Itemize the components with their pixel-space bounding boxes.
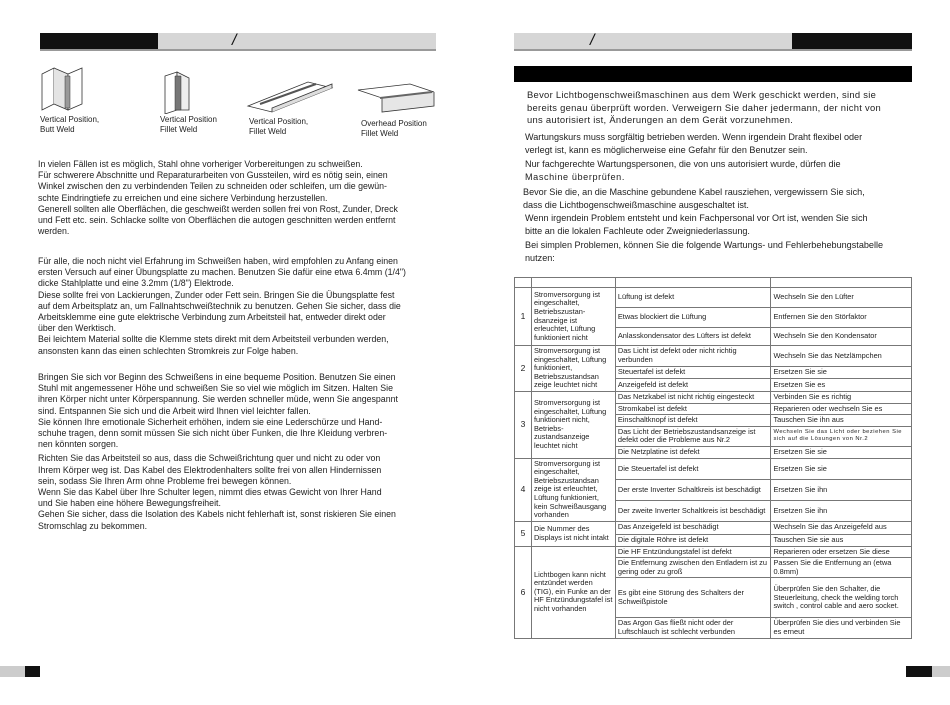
text-line: über den Werktisch. [38, 323, 117, 334]
text-line: schuhe tragen, denn somit müssen Sie sich nicht über Funken, die Ihre Kleidung verbren- [38, 428, 388, 439]
fix-cell: Wechseln Sie den Kondensator [771, 328, 912, 346]
text-line: Für schwerere Abschnitte und Reparaturarbeiten von Gussteilen, wird es nötig sein, einen [38, 170, 388, 181]
weld-caption-2-line2: Fillet Weld [160, 124, 198, 134]
fix-cell: Ersetzen Sie ihn [771, 501, 912, 522]
weld-figure-butt [40, 66, 110, 111]
text-line: Nur fachgerechte Wartungspersonen, die von uns autorisiert wurde, dürfen die [525, 159, 841, 169]
fix-cell: Tauschen Sie sie aus [771, 534, 912, 546]
fix-cell: Reparieren oder ersetzen Sie diese [771, 546, 912, 558]
fix-cell: Wechseln Sie den Lüfter [771, 288, 912, 308]
fault-cell: Die Steuertafel ist defekt [615, 458, 771, 480]
text-line: Richten Sie das Arbeitsteil so aus, dass die Schweißrichtung quer und nicht zu oder von [38, 453, 381, 464]
symptom-cell: Stromversorgung ist eingeschaltet, Betriebszustan-dsanzeige ist erleuchtet, Lüftung funktioniert nicht [531, 288, 615, 346]
text-line: Winkel zwischen den zu verbindenden Teilen zu schneiden oder schleifen, um die gewün- [38, 181, 387, 192]
text-line: ihren Körper nicht unter Körperspannung. Sie werden schneller müde, wenn Sie angespannt [38, 394, 398, 405]
text-line: werden. [38, 226, 70, 237]
text-line: Bevor Sie die, an die Maschine gebundene Kabel rausziehen, vergewissern Sie sich, [523, 187, 865, 197]
right-paragraph-4 [523, 186, 918, 211]
weld-caption-3-line1: Vertical Position, [249, 117, 309, 126]
text-line: bitte an die lokalen Fachleute oder Zweigniederlassung. [525, 225, 750, 236]
fix-cell: Passen Sie die Entfernung an (etwa 0.8mm) [771, 558, 912, 578]
fault-cell: Das Argon Gas fließt nicht oder der Luftschlauch ist schlecht verbunden [615, 618, 771, 638]
left-header-bar [158, 33, 436, 49]
row-number: 5 [515, 521, 532, 546]
row-number: 4 [515, 458, 532, 521]
symptom-cell: Stromversorgung ist eingeschaltet, Lüftung funktioniert nicht, Betriebs-zustandsanzeige leuchtet nicht [531, 391, 615, 458]
right-paragraph-6 [525, 239, 920, 264]
right-paragraph-5 [525, 212, 920, 237]
fault-cell: Anzeigefeld ist defekt [615, 379, 771, 392]
right-header-slash: / [590, 32, 595, 49]
right-paragraph-3 [525, 158, 915, 183]
left-header-underline [40, 49, 436, 51]
text-line: Für alle, die noch nicht viel Erfahrung im Schweißen haben, wird empfohlen zu Anfang einen [38, 256, 398, 266]
troubleshooting-table [514, 277, 912, 639]
fault-cell: Die Entfernung zwischen den Entladern ist zu gering oder zu groß [615, 558, 771, 578]
table-row [515, 346, 912, 367]
text-line: sein, sodass Sie Ihren Arm ohne Probleme frei bewegen können. [38, 475, 292, 486]
symptom-cell: Stromversorgung ist eingeschaltet, Betriebszustandsan zeige ist erleuchtet, Lüftung funktioniert, kein Schweißausgang vorhanden [531, 458, 615, 521]
fault-cell: Es gibt eine Störung des Schalters der Schweißpistole [615, 578, 771, 618]
weld-caption-4-line2: Fillet Weld [361, 128, 399, 138]
row-number: 1 [515, 288, 532, 346]
fault-cell: Steuertafel ist defekt [615, 367, 771, 379]
symptom-cell: Stromversorgung ist eingeschaltet, Lüftung funktioniert, Betriebszustandsan zeige leuchtet nicht [531, 346, 615, 392]
fix-cell: Ersetzen Sie sie [771, 367, 912, 379]
table-row [515, 521, 912, 534]
text-line: Arbeitsklemme eine gute elektrische Verbindung zum Arbeitsteil hat, entweder direkt oder [38, 312, 386, 323]
weld-caption-3 [249, 117, 339, 136]
text-line: auf dem Arbeitsplatz an, um Fallnahtschweißtechnik zu benutzen. Gehen Sie sicher, dass die [38, 300, 401, 311]
right-paragraph-1 [527, 89, 917, 127]
table-row [515, 391, 912, 403]
weld-caption-4-line1: Overhead Position [361, 119, 427, 128]
text-line: und Sie haben eine höhere Bewegungsfreiheit. [38, 498, 221, 509]
table-row [515, 546, 912, 558]
text-line: Bringen Sie sich vor Beginn des Schweißens in eine bequeme Position. Benutzen Sie einen [38, 372, 396, 382]
table-row [515, 458, 912, 480]
weld-figure-fillet-horizontal [246, 78, 336, 114]
text-line: sind. Entspannen Sie sich und die Arbeit wird Ihnen viel leichter fallen. [38, 405, 311, 416]
fault-cell: Das Netzkabel ist nicht richtig eingesteckt [615, 391, 771, 403]
right-header-underline [514, 49, 912, 51]
fix-cell: Verbinden Sie es richtig [771, 391, 912, 403]
text-line: Wenn irgendein Problem entsteht und kein Fachpersonal vor Ort ist, wenden Sie sich [525, 213, 868, 223]
header-cell [615, 278, 771, 288]
row-number: 6 [515, 546, 532, 638]
text-line: dicke Stahlplatte und eine 3.2mm (1/8") Elektrode. [38, 278, 234, 289]
weld-caption-2-line1: Vertical Position [160, 115, 217, 124]
fix-cell: Ersetzen Sie sie [771, 446, 912, 458]
text-line: nen könnten sorgen. [38, 439, 119, 450]
weld-figure-fillet-vertical [163, 70, 203, 114]
horizontal-fillet-illustration [246, 78, 336, 114]
text-line: nutzen: [525, 252, 555, 263]
fault-cell: Die HF Entzündungstafel ist defekt [615, 546, 771, 558]
right-page-footer-marker [906, 666, 950, 677]
left-page-footer-marker [0, 666, 40, 677]
fix-cell: Überprüfen Sie den Schalter, die Steuerleitung, check the welding torch switch , control cable and aero socket. [771, 578, 912, 618]
text-line: Diese sollte frei von Lackierungen, Zunder oder Fett sein. Bringen Sie die Übungsplatte fest [38, 289, 395, 300]
text-line: Bei simplen Problemen, können Sie die folgende Wartungs- und Fehlerbehebungstabelle [525, 240, 884, 250]
symptom-cell: Lichtbogen kann nicht entzündet werden (TIG), ein Funke an der HF Entzündungstafel ist nicht vorhanden [531, 546, 615, 638]
table-header-row [515, 278, 912, 288]
right-header-bar [514, 33, 792, 49]
text-line: Maschine überprüfen. [525, 171, 625, 182]
weld-caption-1-line1: Vertical Position, [40, 115, 100, 124]
fault-cell: Die digitale Röhre ist defekt [615, 534, 771, 546]
fault-cell: Das Licht ist defekt oder nicht richtig verbunden [615, 346, 771, 367]
fillet-weld-illustration [163, 70, 203, 114]
text-line: Stromschlag zu bekommen. [38, 520, 148, 531]
fault-cell: Die Netzplatine ist defekt [615, 446, 771, 458]
right-header-block [792, 33, 912, 49]
text-line: Gehen Sie sicher, dass die Isolation des Kabels nicht fehlerhaft ist, sonst riskieren Sie einen [38, 509, 396, 520]
header-cell [515, 278, 532, 288]
table-row [515, 288, 912, 308]
weld-caption-1-line2: Butt Weld [40, 124, 75, 134]
fix-cell: Entfernen Sie den Störfaktor [771, 308, 912, 328]
left-header-block [40, 33, 158, 49]
text-line: bereits genau überprüft worden. Verweigern Sie daher jedermann, der nicht von [527, 101, 882, 113]
fault-cell: Lüftung ist defekt [615, 288, 771, 308]
fix-cell: Reparieren oder wechseln Sie es [771, 403, 912, 415]
text-line: ansonsten kann das einen schlechten Stromkreis zur Folge haben. [38, 345, 299, 356]
fault-cell: Einschaltknopf ist defekt [615, 415, 771, 427]
weld-figure-overhead [356, 82, 436, 114]
fix-cell: Ersetzen Sie es [771, 379, 912, 392]
left-header-slash: / [232, 32, 237, 49]
text-line: Generell sollten alle Oberflächen, die geschweißt werden sollen frei von Rost, Zunder, Dreck [38, 203, 398, 214]
text-line: Stuhl mit angemessener Höhe und schweißen Sie so viel wie möglich im Sitzen. Halten Sie [38, 383, 393, 394]
left-paragraph-preparation [38, 159, 448, 237]
fault-cell: Etwas blockiert die Lüftung [615, 308, 771, 328]
row-number: 3 [515, 391, 532, 458]
text-line: Sie können Ihre emotionale Sicherheit erhöhen, indem sie eine Lederschürze und Hand- [38, 416, 383, 427]
fault-cell: Anlasskondensator des Lüfters ist defekt [615, 328, 771, 346]
weld-caption-3-line2: Fillet Weld [249, 126, 287, 136]
fix-cell: Ersetzen Sie ihn [771, 480, 912, 501]
text-line: Wartungskurs muss sorgfältig betrieben werden. Wenn irgendein Draht flexibel oder [525, 132, 863, 142]
text-line: Wenn Sie das Kabel über Ihre Schulter legen, nimmt dies etwas Gewicht von Ihrer Hand [38, 487, 382, 498]
right-paragraph-2 [525, 131, 915, 156]
overhead-fillet-illustration [356, 82, 436, 114]
butt-weld-illustration [40, 66, 110, 111]
text-line: In vielen Fällen ist es möglich, Stahl ohne vorheriger Vorbereitungen zu schweißen. [38, 159, 363, 169]
row-number: 2 [515, 346, 532, 392]
left-paragraph-practice [38, 256, 448, 357]
symptom-cell: Die Nummer des Displays ist nicht intakt [531, 521, 615, 546]
left-paragraph-position [38, 372, 448, 532]
text-line: Bevor Lichtbogenschweißmaschinen aus dem Werk geschickt werden, sind sie [527, 89, 877, 100]
header-cell [771, 278, 912, 288]
fix-cell: Wechseln Sie das Anzeigefeld aus [771, 521, 912, 534]
fix-cell: Wechseln Sie das Licht oder beziehen Sie sich auf die Lösungen von Nr.2 [771, 426, 912, 446]
fix-cell: Wechseln Sie das Netzlämpchen [771, 346, 912, 367]
text-line: verlegt ist, kann es möglicherweise eine Gefahr für den Benutzer sein. [525, 144, 808, 155]
weld-caption-2 [160, 115, 250, 134]
text-line: ersten Versuch auf einer Übungsplatte zu machen. Benutzen Sie dafür eine etwa 6.4mm (1/4") [38, 267, 406, 278]
weld-caption-1 [40, 115, 150, 134]
text-line: schte Eindringtiefe zu erreichen und eine sichere Verbindung herzustellen. [38, 192, 328, 203]
text-line: und Fett etc. sein. Schlacke sollte von Oberflächen die autogen geschnitten werden entfernt [38, 215, 396, 226]
text-line: Ihrem Körper weg ist. Das Kabel des Elektrodenhalters sollte frei von allen Hindernissen [38, 464, 382, 475]
header-cell [531, 278, 615, 288]
fault-cell: Das Anzeigefeld ist beschädigt [615, 521, 771, 534]
fix-cell: Ersetzen Sie sie [771, 458, 912, 480]
fault-cell: Der zweite Inverter Schaltkreis ist beschädigt [615, 501, 771, 522]
fault-cell: Stromkabel ist defekt [615, 403, 771, 415]
right-section-title-bar [514, 66, 912, 82]
fault-cell: Der erste Inverter Schaltkreis ist beschädigt [615, 480, 771, 501]
fix-cell: Überprüfen Sie dies und verbinden Sie es erneut [771, 618, 912, 638]
fault-cell: Das Licht der Betriebszustandsanzeige ist defekt oder die Probleme aus Nr.2 [615, 426, 771, 446]
text-line: dass die Lichtbogenschweißmaschine ausgeschaltet ist. [523, 199, 749, 210]
weld-caption-4 [361, 119, 451, 138]
text-line: uns autorisiert ist, Änderungen an dem Gerät vorzunehmen. [527, 114, 794, 126]
text-line: Bei leichtem Material sollte die Klemme stets direkt mit dem Arbeitsteil verbunden werden, [38, 334, 389, 345]
fix-cell: Tauschen Sie ihn aus [771, 415, 912, 427]
